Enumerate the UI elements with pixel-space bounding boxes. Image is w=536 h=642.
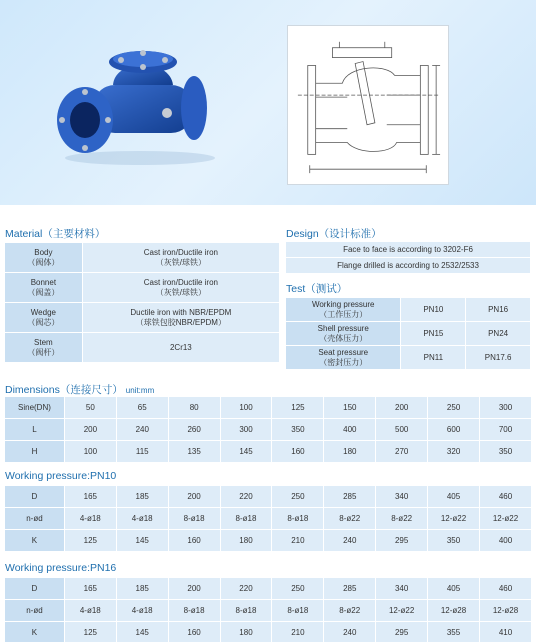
table-cell: 125 [64, 530, 116, 552]
table-row [5, 273, 280, 303]
table-cell: 350 [272, 419, 324, 441]
design-heading: Design（设计标准） [286, 228, 382, 240]
table-row [286, 322, 531, 346]
table-cell: 12-ø22 [376, 600, 428, 622]
table-row [286, 242, 531, 258]
table-cell: 220 [220, 578, 272, 600]
row-label: K [5, 530, 65, 552]
table-cell: 200 [376, 397, 428, 419]
table-cell: 180 [220, 530, 272, 552]
table-cell: 8-ø18 [220, 600, 272, 622]
table-cell: 4-ø18 [116, 508, 168, 530]
table-cell: 350 [480, 441, 532, 463]
test-pn10-seat: PN11 [401, 346, 466, 370]
table-cell: 250 [428, 397, 480, 419]
table-cell: 8-ø18 [272, 508, 324, 530]
table-cell: 260 [168, 419, 220, 441]
table-row [5, 600, 532, 622]
table-cell: 160 [272, 441, 324, 463]
table-row [286, 298, 531, 322]
table-row [5, 508, 532, 530]
table-row [5, 243, 280, 273]
material-value-body: Cast iron/Ductile iron （灰铁/球铁） [82, 243, 279, 273]
table-cell: 600 [428, 419, 480, 441]
material-part-wedge: Wedge （阀芯） [5, 303, 83, 333]
dimensions-table [4, 396, 532, 463]
material-value-wedge: Ductile iron with NBR/EPDM （球铁包胶NBR/EPDM） [82, 303, 279, 333]
pn16-heading: Working pressure:PN16 [5, 562, 117, 574]
table-cell: 405 [428, 486, 480, 508]
table-cell: 145 [116, 622, 168, 642]
test-table [285, 297, 531, 370]
test-pn10-shell: PN15 [401, 322, 466, 346]
table-row [286, 346, 531, 370]
table-cell: 185 [116, 486, 168, 508]
table-cell: 165 [64, 486, 116, 508]
dimensions-heading [5, 382, 154, 397]
test-heading: Test（测试） [286, 283, 348, 295]
material-table [4, 242, 280, 363]
table-cell: 285 [324, 578, 376, 600]
table-row [5, 397, 532, 419]
table-cell: 295 [376, 530, 428, 552]
material-value-bonnet: Cast iron/Ductile iron （灰铁/球铁） [82, 273, 279, 303]
table-cell: 145 [116, 530, 168, 552]
pn10-table [4, 485, 532, 552]
table-row [5, 486, 532, 508]
table-cell: 355 [428, 622, 480, 642]
test-label-seat: Seat pressure （密封压力） [286, 346, 401, 370]
table-cell: 80 [168, 397, 220, 419]
material-heading: Material（主要材料） [5, 228, 106, 240]
table-cell: 400 [479, 530, 531, 552]
design-table [285, 241, 531, 274]
row-label: D [5, 578, 65, 600]
pn10-heading: Working pressure:PN10 [5, 470, 117, 482]
table-cell: 8-ø18 [220, 508, 272, 530]
table-cell: 65 [116, 397, 168, 419]
table-cell: 8-ø18 [168, 508, 220, 530]
table-row [5, 303, 280, 333]
table-row [5, 441, 532, 463]
design-face-to-face: Face to face is according to 3202-F6 [286, 242, 531, 258]
pn16-table [4, 577, 532, 642]
table-cell: 700 [480, 419, 532, 441]
table-cell: 460 [479, 578, 531, 600]
table-row [5, 530, 532, 552]
table-cell: 340 [376, 578, 428, 600]
table-cell: 4-ø18 [64, 600, 116, 622]
test-label-working: Working pressure （工作压力） [286, 298, 401, 322]
material-value-stem: 2Cr13 [82, 333, 279, 363]
table-cell: 115 [116, 441, 168, 463]
table-cell: 270 [376, 441, 428, 463]
table-cell: 100 [64, 441, 116, 463]
row-label: Sine(DN) [5, 397, 65, 419]
table-cell: 250 [272, 578, 324, 600]
table-cell: 295 [376, 622, 428, 642]
design-flange-drilled: Flange drilled is according to 2532/2533 [286, 258, 531, 274]
table-cell: 100 [220, 397, 272, 419]
table-cell: 12-ø28 [428, 600, 480, 622]
table-cell: 180 [220, 622, 272, 642]
table-cell: 300 [480, 397, 532, 419]
test-label-shell: Shell pressure （壳体压力） [286, 322, 401, 346]
table-cell: 165 [64, 578, 116, 600]
table-cell: 8-ø18 [168, 600, 220, 622]
table-cell: 160 [168, 622, 220, 642]
table-cell: 240 [324, 622, 376, 642]
table-cell: 210 [272, 530, 324, 552]
dimensions-unit: unit:mm [125, 386, 155, 395]
table-cell: 135 [168, 441, 220, 463]
row-label: L [5, 419, 65, 441]
table-row [5, 419, 532, 441]
table-cell: 150 [324, 397, 376, 419]
table-cell: 250 [272, 486, 324, 508]
table-cell: 500 [376, 419, 428, 441]
table-cell: 240 [116, 419, 168, 441]
table-cell: 12-ø28 [479, 600, 531, 622]
table-cell: 200 [168, 578, 220, 600]
table-cell: 400 [324, 419, 376, 441]
test-pn16-shell: PN24 [466, 322, 531, 346]
material-part-bonnet: Bonnet （阀盖） [5, 273, 83, 303]
table-row [5, 578, 532, 600]
valve-cross-section-drawing [287, 25, 449, 185]
table-cell: 12-ø22 [428, 508, 480, 530]
table-cell: 8-ø18 [272, 600, 324, 622]
check-valve-photo [55, 30, 225, 170]
table-cell: 220 [220, 486, 272, 508]
table-cell: 210 [272, 622, 324, 642]
table-cell: 300 [220, 419, 272, 441]
table-cell: 460 [479, 486, 531, 508]
table-cell: 4-ø18 [64, 508, 116, 530]
table-row [5, 622, 532, 642]
table-cell: 4-ø18 [116, 600, 168, 622]
test-pn16-working: PN16 [466, 298, 531, 322]
row-label: H [5, 441, 65, 463]
row-label: n-ød [5, 508, 65, 530]
test-pn16-seat: PN17.6 [466, 346, 531, 370]
table-cell: 180 [324, 441, 376, 463]
table-cell: 410 [479, 622, 531, 642]
table-cell: 340 [376, 486, 428, 508]
material-part-body: Body （阀体） [5, 243, 83, 273]
row-label: n-ød [5, 600, 65, 622]
table-row [5, 333, 280, 363]
table-cell: 125 [272, 397, 324, 419]
row-label: K [5, 622, 65, 642]
table-cell: 200 [64, 419, 116, 441]
table-cell: 200 [168, 486, 220, 508]
table-cell: 240 [324, 530, 376, 552]
test-pn10-working: PN10 [401, 298, 466, 322]
table-cell: 125 [64, 622, 116, 642]
table-cell: 185 [116, 578, 168, 600]
table-cell: 50 [64, 397, 116, 419]
table-cell: 8-ø22 [376, 508, 428, 530]
table-cell: 12-ø22 [479, 508, 531, 530]
product-banner [0, 0, 536, 205]
table-cell: 285 [324, 486, 376, 508]
material-part-stem: Stem （阀杆） [5, 333, 83, 363]
dimensions-title: Dimensions（连接尺寸） [5, 384, 123, 396]
table-cell: 320 [428, 441, 480, 463]
table-cell: 350 [428, 530, 480, 552]
row-label: D [5, 486, 65, 508]
table-cell: 8-ø22 [324, 600, 376, 622]
table-cell: 405 [428, 578, 480, 600]
table-cell: 160 [168, 530, 220, 552]
table-row [286, 258, 531, 274]
table-cell: 8-ø22 [324, 508, 376, 530]
table-cell: 145 [220, 441, 272, 463]
